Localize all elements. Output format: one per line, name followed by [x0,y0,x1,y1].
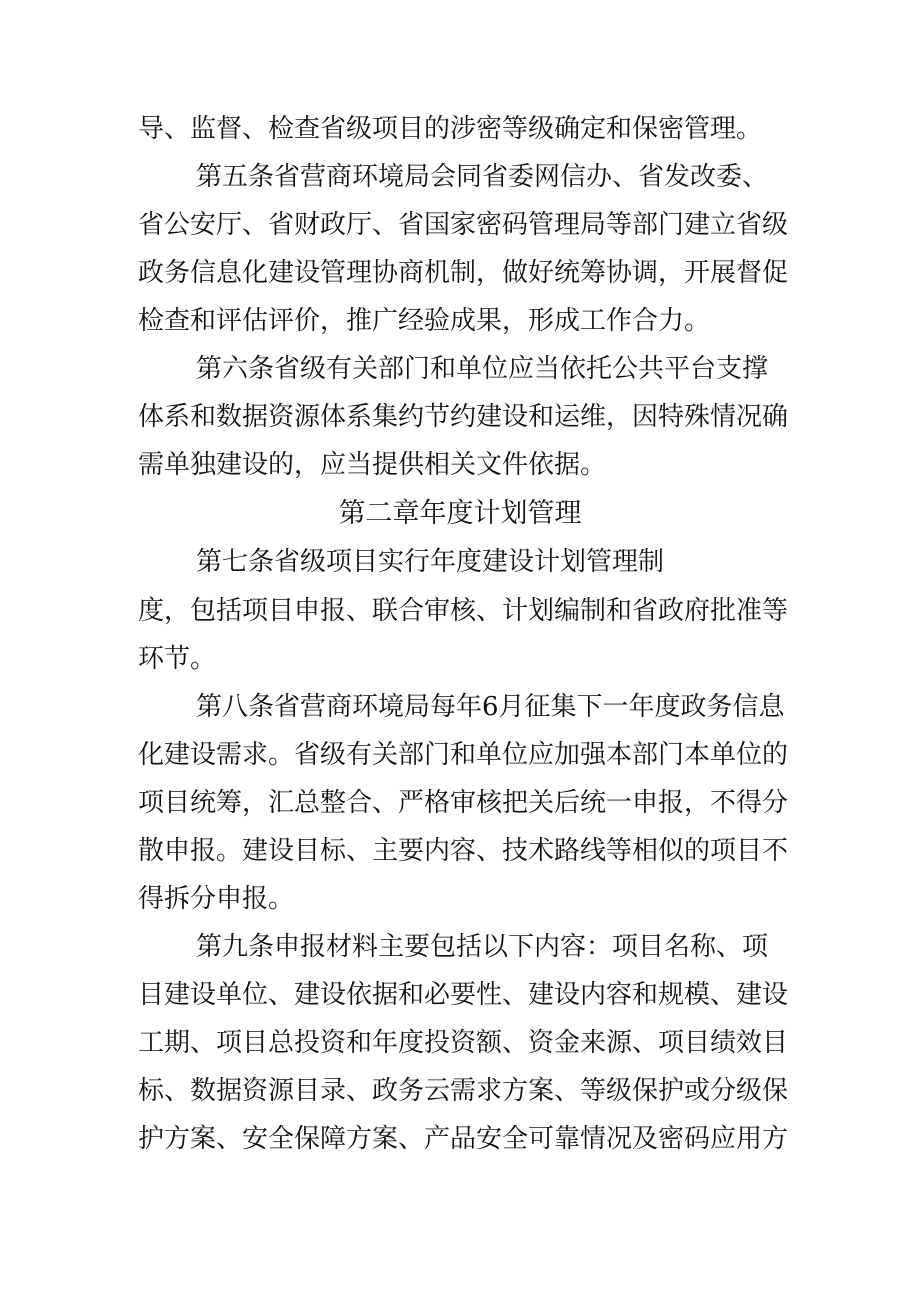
article-8-line-3: 项目统筹，汇总整合、严格审核把关后统一申报，不得分 [138,788,789,818]
article-9-line-5: 护方案、安全保障方案、产品安全可靠情况及密码应用方 [138,1124,789,1154]
article-5-line-1: 第五条省营商环境局会同省委网信办、省发改委、 [196,162,769,192]
article-6-line-1: 第六条省级有关部门和单位应当依托公共平台支撑 [196,354,769,384]
article-8-line-1: 第八条省营商环境局每年6月征集下一年度政务信息 [196,692,785,722]
article-8-line-2: 化建设需求。省级有关部门和单位应加强本部门本单位的 [138,740,789,770]
article-9-line-4: 标、数据资源目录、政务云需求方案、等级保护或分级保 [138,1076,789,1106]
article-8-line-4: 散申报。建设目标、主要内容、技术路线等相似的项目不 [138,836,789,866]
article-9-line-1: 第九条申报材料主要包括以下内容：项目名称、项 [196,932,769,962]
article-7-line-3: 环节。 [138,644,217,674]
article-5-line-4: 检查和评估评价，推广经验成果，形成工作合力。 [138,306,711,336]
article-9-line-2: 目建设单位、建设依据和必要性、建设内容和规模、建设 [138,980,789,1010]
article-7-line-2: 度，包括项目申报、联合审核、计划编制和省政府批准等 [138,596,789,626]
chapter-2-heading: 第二章年度计划管理 [338,498,582,529]
article-7-line-1: 第七条省级项目实行年度建设计划管理制 [196,547,665,577]
article-8-line-5: 得拆分申报。 [138,884,295,914]
article-6-line-3: 需单独建设的，应当提供相关文件依据。 [138,450,607,480]
article-5-line-2: 省公安厅、省财政厅、省国家密码管理局等部门建立省级 [138,210,789,240]
article-9-line-3: 工期、项目总投资和年度投资额、资金来源、项目绩效目 [138,1028,789,1058]
text-line-continuation: 导、监督、检查省级项目的涉密等级确定和保密管理。 [138,114,763,144]
article-6-line-2: 体系和数据资源体系集约节约建设和运维，因特殊情况确 [138,402,789,432]
article-5-line-3: 政务信息化建设管理协商机制，做好统筹协调，开展督促 [138,258,789,288]
